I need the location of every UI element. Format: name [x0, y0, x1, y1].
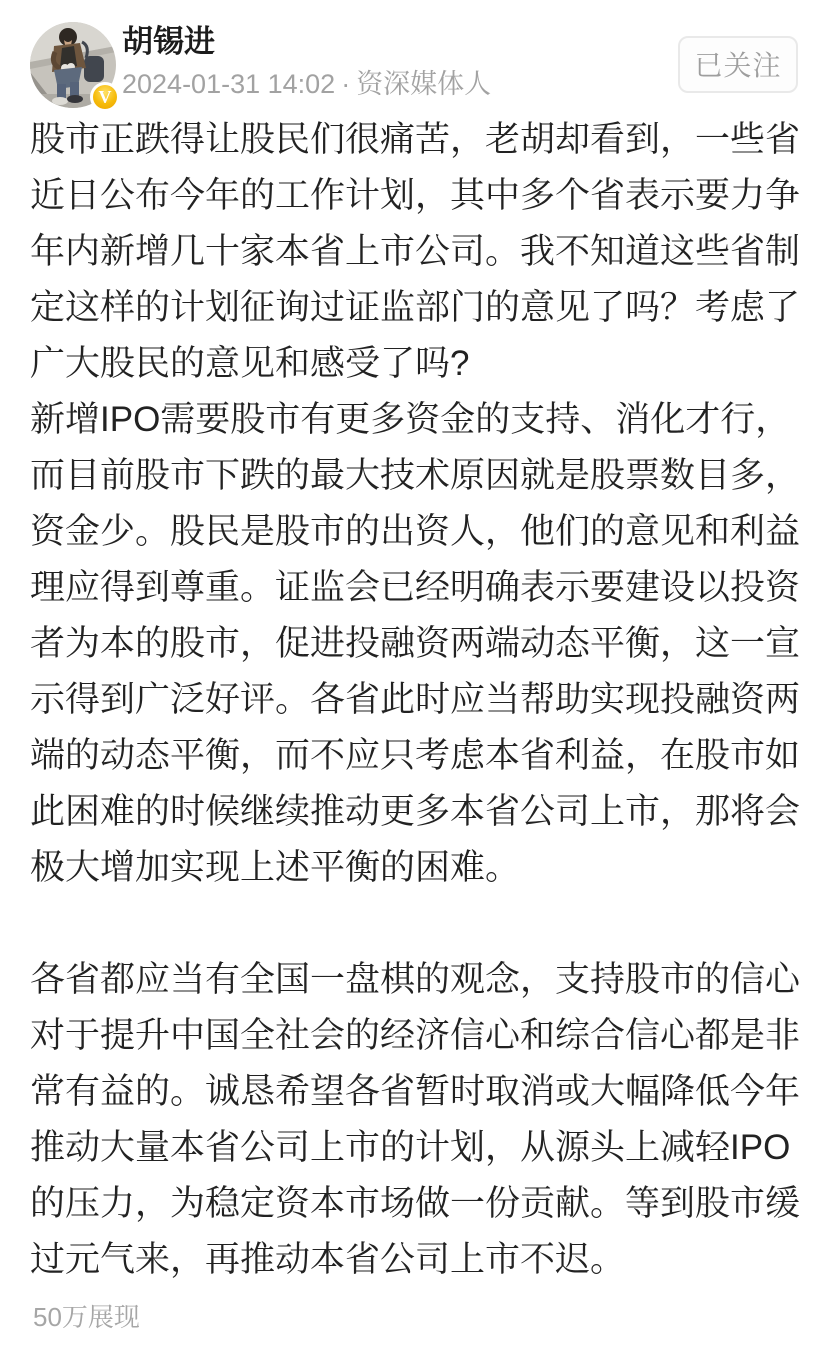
post-header — [30, 22, 798, 108]
text-line: 对于提升中国全社会的经济信心和综合信心都是非 — [30, 1016, 801, 1055]
post-meta — [122, 69, 497, 99]
text-line: 年内新增几十家本省上市公司。我不知道这些省制 — [30, 232, 801, 271]
impressions-count: 50万展现 — [33, 1302, 140, 1332]
verified-badge-icon: V — [90, 82, 120, 112]
user-title: 资深媒体人 — [356, 69, 492, 99]
timestamp: 2024-01-31 14:02 — [122, 69, 336, 99]
text-line: 理应得到尊重。证监会已经明确表示要建设以投资 — [30, 568, 801, 607]
text-line: 极大增加实现上述平衡的困难。 — [30, 848, 521, 887]
username[interactable]: 胡锡进 — [122, 24, 215, 59]
text-line: 而目前股市下跌的最大技术原因就是股票数目多， — [30, 456, 801, 495]
text-line: 此困难的时候继续推动更多本省公司上市，那将会 — [30, 792, 801, 831]
text-line: 端的动态平衡，而不应只考虑本省利益，在股市如 — [30, 736, 801, 775]
text-line: 示得到广泛好评。各省此时应当帮助实现投融资两 — [30, 680, 801, 719]
text-line: 各省都应当有全国一盘棋的观念，支持股市的信心 — [30, 960, 801, 999]
text-line: 的压力，为稳定资本市场做一份贡献。等到股市缓 — [30, 1184, 801, 1223]
user-info — [122, 24, 497, 99]
follow-button[interactable]: 已关注 — [678, 36, 798, 93]
text-line: 广大股民的意见和感受了吗? — [30, 344, 470, 383]
text-line: 资金少。股民是股市的出资人，他们的意见和利益 — [30, 512, 801, 551]
text-line: 者为本的股市，促进投融资两端动态平衡，这一宣 — [30, 624, 801, 663]
text-line: 推动大量本省公司上市的计划，从源头上减轻IPO — [30, 1128, 791, 1167]
paragraph — [30, 952, 800, 1288]
text-line: 过元气来，再推动本省公司上市不迟。 — [30, 1240, 626, 1279]
text-line: 新增IPO需要股市有更多资金的支持、消化才行， — [30, 400, 791, 439]
paragraph — [30, 392, 800, 896]
text-line: 常有益的。诚恳希望各省暂时取消或大幅降低今年 — [30, 1072, 801, 1111]
avatar[interactable] — [30, 22, 116, 108]
paragraph — [30, 112, 800, 392]
text-line: 近日公布今年的工作计划，其中多个省表示要力争 — [30, 176, 801, 215]
post-content — [30, 112, 800, 1288]
text-line: 定这样的计划征询过证监部门的意见了吗？考虑了 — [30, 288, 801, 327]
meta-separator-dot: · — [341, 69, 351, 99]
text-line: 股市正跌得让股民们很痛苦，老胡却看到，一些省 — [30, 120, 801, 159]
